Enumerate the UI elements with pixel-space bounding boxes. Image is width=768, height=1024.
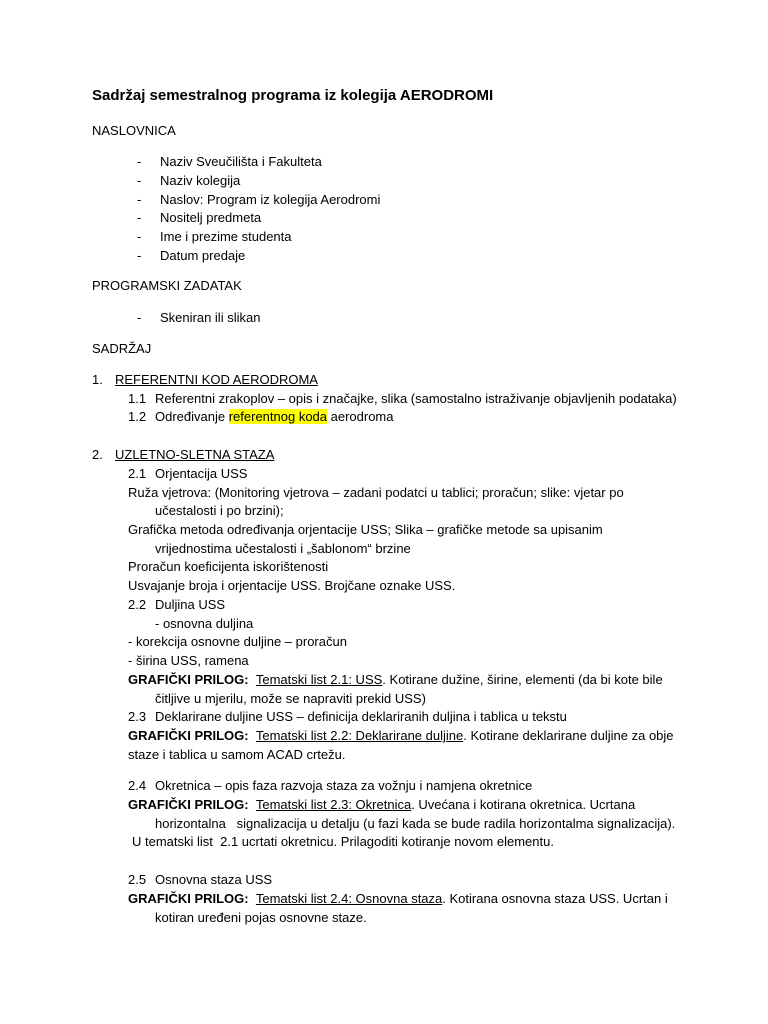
paragraph-line: staze i tablica u samom ACAD crtežu.	[128, 747, 346, 762]
list-bullet: -	[137, 173, 142, 188]
task-heading: PROGRAMSKI ZADATAK	[92, 278, 242, 293]
contents-heading: SADRŽAJ	[92, 341, 152, 356]
subsection-number: 2.3	[128, 709, 147, 724]
graphic-attachment-label: GRAFIČKI PRILOG	[128, 672, 245, 687]
paragraph-line: - korekcija osnovne duljine – proračun	[128, 634, 347, 649]
subsection-title: Duljina USS	[155, 597, 226, 612]
graphic-attachment-label: GRAFIČKI PRILOG	[128, 728, 245, 743]
list-item: Naslov: Program iz kolegija Aerodromi	[160, 192, 381, 207]
paragraph-line: Proračun koeficijenta iskorištenosti	[128, 559, 329, 574]
list-item: Ime i prezime studenta	[160, 229, 292, 244]
subsection-text: Referentni zrakoplov – opis i značajke, slika (samostalno istraživanje objavljenih podataka)	[155, 391, 677, 406]
sheet-reference: Tematski list 2.2: Deklarirane duljine	[255, 728, 464, 743]
text-run: aerodroma	[327, 409, 394, 424]
document-title: Sadržaj semestralnog programa iz kolegija AERODROMI	[92, 87, 494, 104]
subsection-number: 2.2	[128, 597, 147, 612]
label-colon: :	[244, 728, 249, 743]
list-bullet: -	[137, 310, 142, 325]
list-bullet: -	[137, 192, 142, 207]
text-run: Određivanje	[155, 409, 229, 424]
section-2-title: UZLETNO-SLETNA STAZA	[115, 447, 275, 462]
subsection-number: 1.2	[128, 409, 147, 424]
graphic-attachment-label: GRAFIČKI PRILOG	[128, 797, 245, 812]
list-item: Nositelj predmeta	[160, 210, 262, 225]
graphic-attachment-line	[128, 797, 635, 813]
subsection-title: Orjentacija USS	[155, 466, 248, 481]
section-2-number: 2.	[92, 447, 103, 462]
paragraph-line: Usvajanje broja i orjentacije USS. Brojčane oznake USS.	[128, 578, 456, 593]
subsection-number: 2.5	[128, 872, 147, 887]
paragraph-line: Grafička metoda određivanja orjentacije USS; Slika – grafičke metode sa upisanim	[128, 522, 603, 537]
list-bullet: -	[137, 210, 142, 225]
paragraph-line: - širina USS, ramena	[128, 653, 249, 668]
sheet-reference: Tematski list 2.4: Osnovna staza	[255, 891, 443, 906]
text-run: . Uvećana i kotirana okretnica. Ucrtana	[411, 797, 636, 812]
subsection-number: 1.1	[128, 391, 147, 406]
graphic-attachment-line	[128, 728, 674, 744]
label-colon: :	[244, 672, 249, 687]
label-colon: :	[244, 891, 249, 906]
list-item: Naziv kolegija	[160, 173, 241, 188]
paragraph-line: Ruža vjetrova: (Monitoring vjetrova – zadani podatci u tablici; proračun; slike: vjetar po	[128, 485, 624, 500]
paragraph-line: kotiran uređeni pojas osnovne staze.	[155, 910, 367, 925]
subsection-text	[155, 409, 394, 425]
paragraph-line: - osnovna duljina	[155, 616, 254, 631]
text-run: . Kotirane deklarirane duljine za obje	[463, 728, 674, 743]
subsection-text: Okretnica – opis faza razvoja staza za vožnju i namjena okretnice	[155, 778, 533, 793]
text-run: . Kotirane dužine, širine, elementi (da bi kote bile	[382, 672, 663, 687]
paragraph-line: horizontalna signalizacija u detalju (u fazi kada se bude radila horizontalma signalizacija).	[155, 816, 676, 831]
subsection-number: 2.4	[128, 778, 147, 793]
subsection-text: Deklarirane duljine USS – definicija deklariranih duljina i tablica u tekstu	[155, 709, 567, 724]
paragraph-line: čitljive u mjerilu, može se napraviti prekid USS)	[155, 691, 426, 706]
cover-heading: NASLOVNICA	[92, 123, 176, 138]
list-item: Naziv Sveučilišta i Fakulteta	[160, 154, 322, 169]
highlighted-text: referentnog koda	[228, 409, 328, 424]
subsection-title: Osnovna staza USS	[155, 872, 273, 887]
list-item: Skeniran ili slikan	[160, 310, 261, 325]
list-bullet: -	[137, 248, 142, 263]
paragraph-line: U tematski list 2.1 ucrtati okretnicu. Prilagoditi kotiranje novom elementu.	[132, 834, 554, 849]
paragraph-line: vrijednostima učestalosti i „šablonom“ brzine	[155, 541, 411, 556]
paragraph-line: učestalosti i po brzini);	[155, 503, 284, 518]
text-run: . Kotirana osnovna staza USS. Ucrtan i	[442, 891, 668, 906]
list-bullet: -	[137, 229, 142, 244]
list-bullet: -	[137, 154, 142, 169]
graphic-attachment-label: GRAFIČKI PRILOG	[128, 891, 245, 906]
subsection-number: 2.1	[128, 466, 147, 481]
label-colon: :	[244, 797, 249, 812]
section-1-title: REFERENTNI KOD AERODROMA	[115, 372, 318, 387]
sheet-reference: Tematski list 2.1: USS	[255, 672, 383, 687]
section-1-number: 1.	[92, 372, 103, 387]
list-item: Datum predaje	[160, 248, 246, 263]
sheet-reference: Tematski list 2.3: Okretnica	[255, 797, 412, 812]
graphic-attachment-line	[128, 891, 668, 907]
graphic-attachment-line	[128, 672, 663, 688]
